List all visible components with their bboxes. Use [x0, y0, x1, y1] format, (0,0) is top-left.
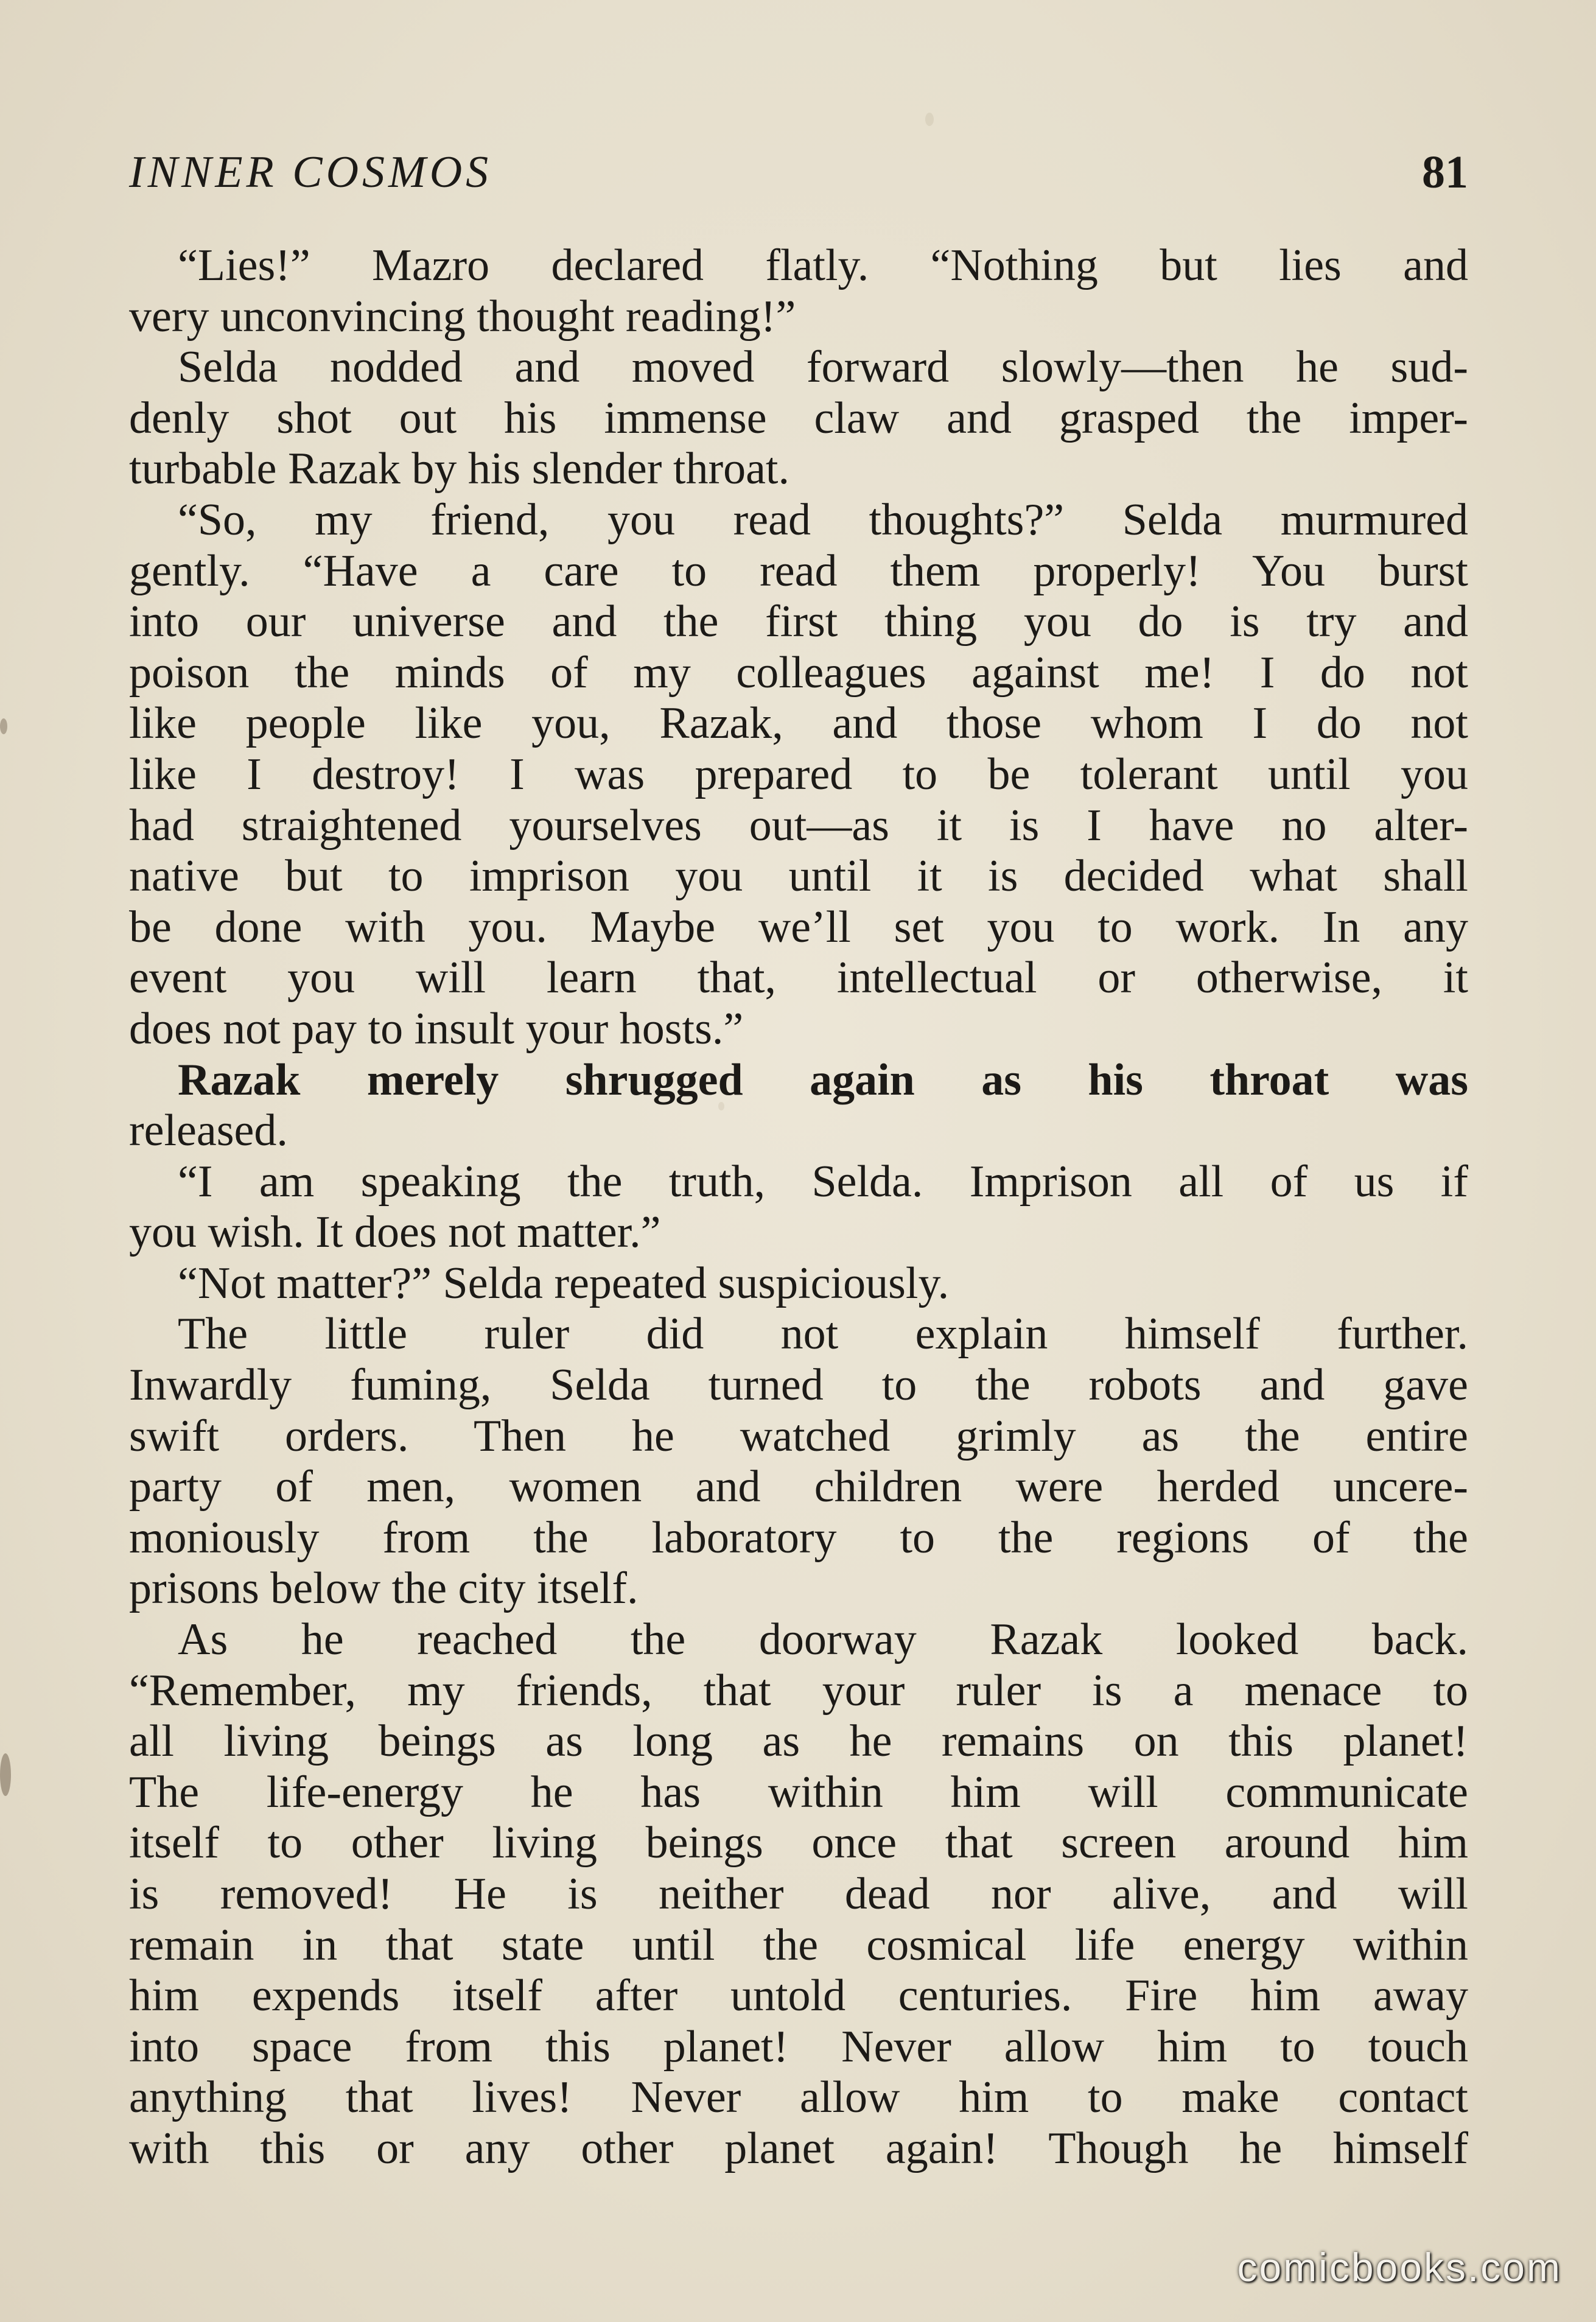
text-line: into space from this planet! Never allow him to touch: [129, 2021, 1468, 2072]
text-line: event you will learn that, intellectual or otherwise, it: [129, 953, 1468, 1003]
text-line: “Lies!” Mazro declared flatly. “Nothing but lies and: [178, 240, 1468, 290]
page-header: [129, 139, 1468, 206]
text-line: you wish. It does not matter.”: [129, 1207, 661, 1258]
text-line: Razak merely shrugged again as his throat was: [178, 1054, 1468, 1105]
text-line: denly shot out his immense claw and grasped the imper-: [129, 393, 1468, 443]
paper-stain: [0, 1753, 11, 1796]
text-line: poison the minds of my colleagues against me! I do not: [129, 647, 1468, 698]
text-line: The life-energy he has within him will communicate: [129, 1767, 1468, 1817]
text-line: had straightened yourselves out—as it is I have no alter-: [129, 800, 1468, 851]
paper-stain: [0, 718, 7, 734]
text-line: Selda nodded and moved forward slowly—then he sud-: [178, 342, 1468, 393]
watermark: comicbooks.com: [1237, 2245, 1562, 2290]
text-line: prisons below the city itself.: [129, 1563, 639, 1614]
text-line: with this or any other planet again! Though he himself: [129, 2123, 1468, 2173]
text-line: like I destroy! I was prepared to be tolerant until you: [129, 749, 1468, 799]
text-line: remain in that state until the cosmical life energy within: [129, 1920, 1468, 1970]
text-line: released.: [129, 1106, 288, 1156]
text-line: be done with you. Maybe we’ll set you to work. In any: [129, 902, 1468, 952]
text-line: moniously from the laboratory to the regions of the: [129, 1512, 1468, 1563]
text-line: itself to other living beings once that screen around him: [129, 1818, 1468, 1868]
text-line: “I am speaking the truth, Selda. Imprison all of us if: [178, 1156, 1468, 1207]
body-text: [129, 240, 1468, 2175]
text-line: “Not matter?” Selda repeated suspiciously.: [178, 1258, 950, 1308]
running-head: INNER COSMOS: [129, 147, 492, 197]
text-line: Inwardly fuming, Selda turned to the robots and gave: [129, 1360, 1468, 1411]
page-number: 81: [1422, 147, 1468, 198]
text-line: “Remember, my friends, that your ruler is a menace to: [129, 1665, 1468, 1716]
text-line: As he reached the doorway Razak looked back.: [178, 1615, 1468, 1665]
text-line: is removed! He is neither dead nor alive, and will: [129, 1869, 1468, 1919]
text-line: turbable Razak by his slender throat.: [129, 444, 789, 494]
text-line: party of men, women and children were herded uncere-: [129, 1462, 1468, 1512]
text-line: “So, my friend, you read thoughts?” Selda murmured: [178, 494, 1468, 545]
text-line: The little ruler did not explain himself further.: [178, 1309, 1468, 1359]
text-line: anything that lives! Never allow him to make contact: [129, 2072, 1468, 2123]
text-line: into our universe and the first thing you do is try and: [129, 597, 1468, 647]
text-line: native but to imprison you until it is decided what shall: [129, 851, 1468, 902]
text-line: gently. “Have a care to read them properly! You burst: [129, 545, 1468, 596]
paper-stain: [925, 113, 934, 126]
text-line: him expends itself after untold centuries. Fire him away: [129, 1971, 1468, 2021]
text-line: very unconvincing thought reading!”: [129, 291, 796, 342]
text-line: like people like you, Razak, and those whom I do not: [129, 698, 1468, 749]
text-line: swift orders. Then he watched grimly as the entire: [129, 1411, 1468, 1461]
text-line: does not pay to insult your hosts.”: [129, 1003, 744, 1054]
text-line: all living beings as long as he remains on this planet!: [129, 1716, 1468, 1767]
